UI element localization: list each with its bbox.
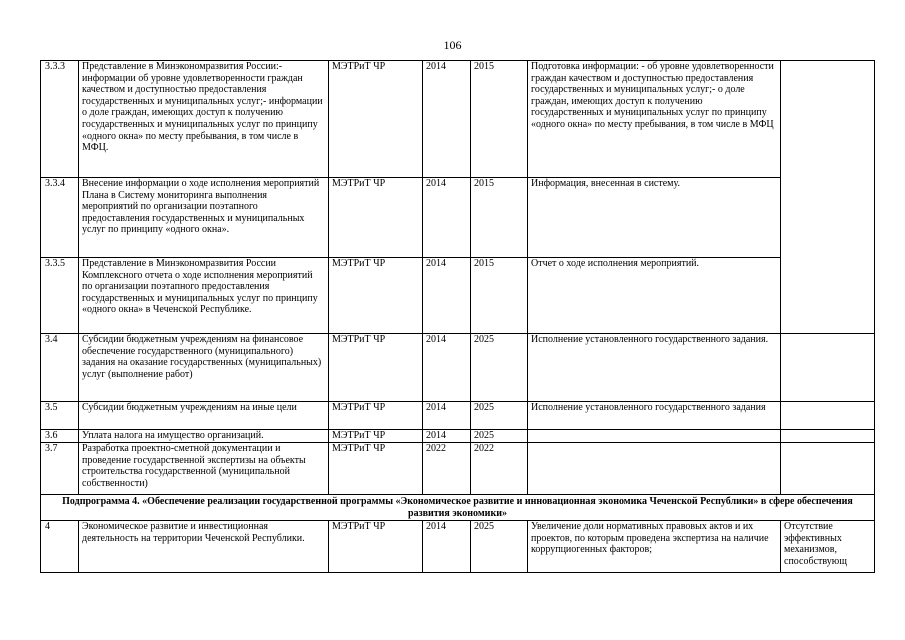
start-year: 2014 [423, 61, 471, 178]
table-row [41, 402, 875, 430]
expected-result [528, 430, 781, 443]
risk-cell [781, 402, 875, 430]
end-year: 2025 [471, 430, 528, 443]
executor: МЭТРиТ ЧР [329, 178, 423, 258]
activity-description: Субсидии бюджетным учреждениям на иные цели [79, 402, 329, 430]
executor: МЭТРиТ ЧР [329, 258, 423, 334]
table-row [41, 521, 875, 573]
start-year: 2014 [423, 521, 471, 573]
row-number: 3.3.5 [41, 258, 79, 334]
row-number: 3.5 [41, 402, 79, 430]
subprogram-title: Подпрограмма 4. «Обеспечение реализации государственной программы «Экономическое развитие и инновационная экономика Чеченской Республики» в сфере обеспечения развития экономики» [41, 495, 875, 521]
risk-cell [781, 334, 875, 402]
executor: МЭТРиТ ЧР [329, 521, 423, 573]
activity-description: Субсидии бюджетным учреждениям на финансовое обеспечение государственного (муниципального) задания на оказание государственных (муниципальных) услуг (выполнение работ) [79, 334, 329, 402]
executor: МЭТРиТ ЧР [329, 334, 423, 402]
end-year: 2015 [471, 258, 528, 334]
table-row [41, 258, 875, 334]
table-row [41, 430, 875, 443]
page-number: 106 [443, 38, 462, 52]
expected-result: Исполнение установленного государственного задания. [528, 334, 781, 402]
subprogram-row [41, 495, 875, 521]
executor: МЭТРиТ ЧР [329, 402, 423, 430]
start-year: 2014 [423, 334, 471, 402]
table-row [41, 443, 875, 495]
row-number: 3.4 [41, 334, 79, 402]
activity-description: Разработка проектно-сметной документации и проведение государственной экспертизы на объекты строительства государственной (муниципальной собственности) [79, 443, 329, 495]
expected-result: Исполнение установленного государственного задания [528, 402, 781, 430]
expected-result [528, 443, 781, 495]
executor: МЭТРиТ ЧР [329, 443, 423, 495]
executor: МЭТРиТ ЧР [329, 61, 423, 178]
expected-result: Подготовка информации: - об уровне удовлетворенности граждан качеством и доступностью предоставления государственных и муниципальных услуг;- о доле граждан, имеющих доступ к получению государственных и муниципальных услуг по принципу «одного окна» по месту пребывания, в том числе в МФЦ [528, 61, 781, 178]
risk-cell [781, 61, 875, 334]
start-year: 2014 [423, 402, 471, 430]
activity-description: Представление в Минэкономразвития России Комплексного отчета о ходе исполнения мероприятий по организации поэтапного предоставления государственных и муниципальных услуг по принципу «одного окна» в Чеченской Республике. [79, 258, 329, 334]
expected-result: Отчет о ходе исполнения мероприятий. [528, 258, 781, 334]
row-number: 3.3.3 [41, 61, 79, 178]
start-year: 2014 [423, 258, 471, 334]
end-year: 2022 [471, 443, 528, 495]
start-year: 2022 [423, 443, 471, 495]
start-year: 2014 [423, 430, 471, 443]
table-row [41, 334, 875, 402]
end-year: 2015 [471, 61, 528, 178]
expected-result: Увеличение доли нормативных правовых актов и их проектов, по которым проведена экспертиза на наличие коррупциогенных факторов; [528, 521, 781, 573]
end-year: 2015 [471, 178, 528, 258]
expected-result: Информация, внесенная в систему. [528, 178, 781, 258]
table-row [41, 61, 875, 178]
plan-table [40, 60, 875, 573]
row-number: 3.3.4 [41, 178, 79, 258]
risk-cell [781, 430, 875, 443]
start-year: 2014 [423, 178, 471, 258]
table-row [41, 178, 875, 258]
risk-cell [781, 443, 875, 495]
end-year: 2025 [471, 402, 528, 430]
activity-description: Представление в Минэкономразвития России:- информации об уровне удовлетворенности граждан качеством и доступностью предоставления государственных и муниципальных услуг;- информации о доле граждан, имеющих доступ к получению государственных и муниципальных услуг по принципу «одного окна» по месту пребывания, в том числе в МФЦ. [79, 61, 329, 178]
activity-description: Внесение информации о ходе исполнения мероприятий Плана в Систему мониторинга выполнения мероприятий по организации поэтапного предоставления государственных и муниципальных услуг по принципу «одного окна». [79, 178, 329, 258]
row-number: 3.6 [41, 430, 79, 443]
end-year: 2025 [471, 521, 528, 573]
executor: МЭТРиТ ЧР [329, 430, 423, 443]
activity-description: Уплата налога на имущество организаций. [79, 430, 329, 443]
row-number: 3.7 [41, 443, 79, 495]
risk-cell: Отсутствие эффективных механизмов, способствующ [781, 521, 875, 573]
end-year: 2025 [471, 334, 528, 402]
row-number: 4 [41, 521, 79, 573]
activity-description: Экономическое развитие и инвестиционная деятельность на территории Чеченской Республики. [79, 521, 329, 573]
